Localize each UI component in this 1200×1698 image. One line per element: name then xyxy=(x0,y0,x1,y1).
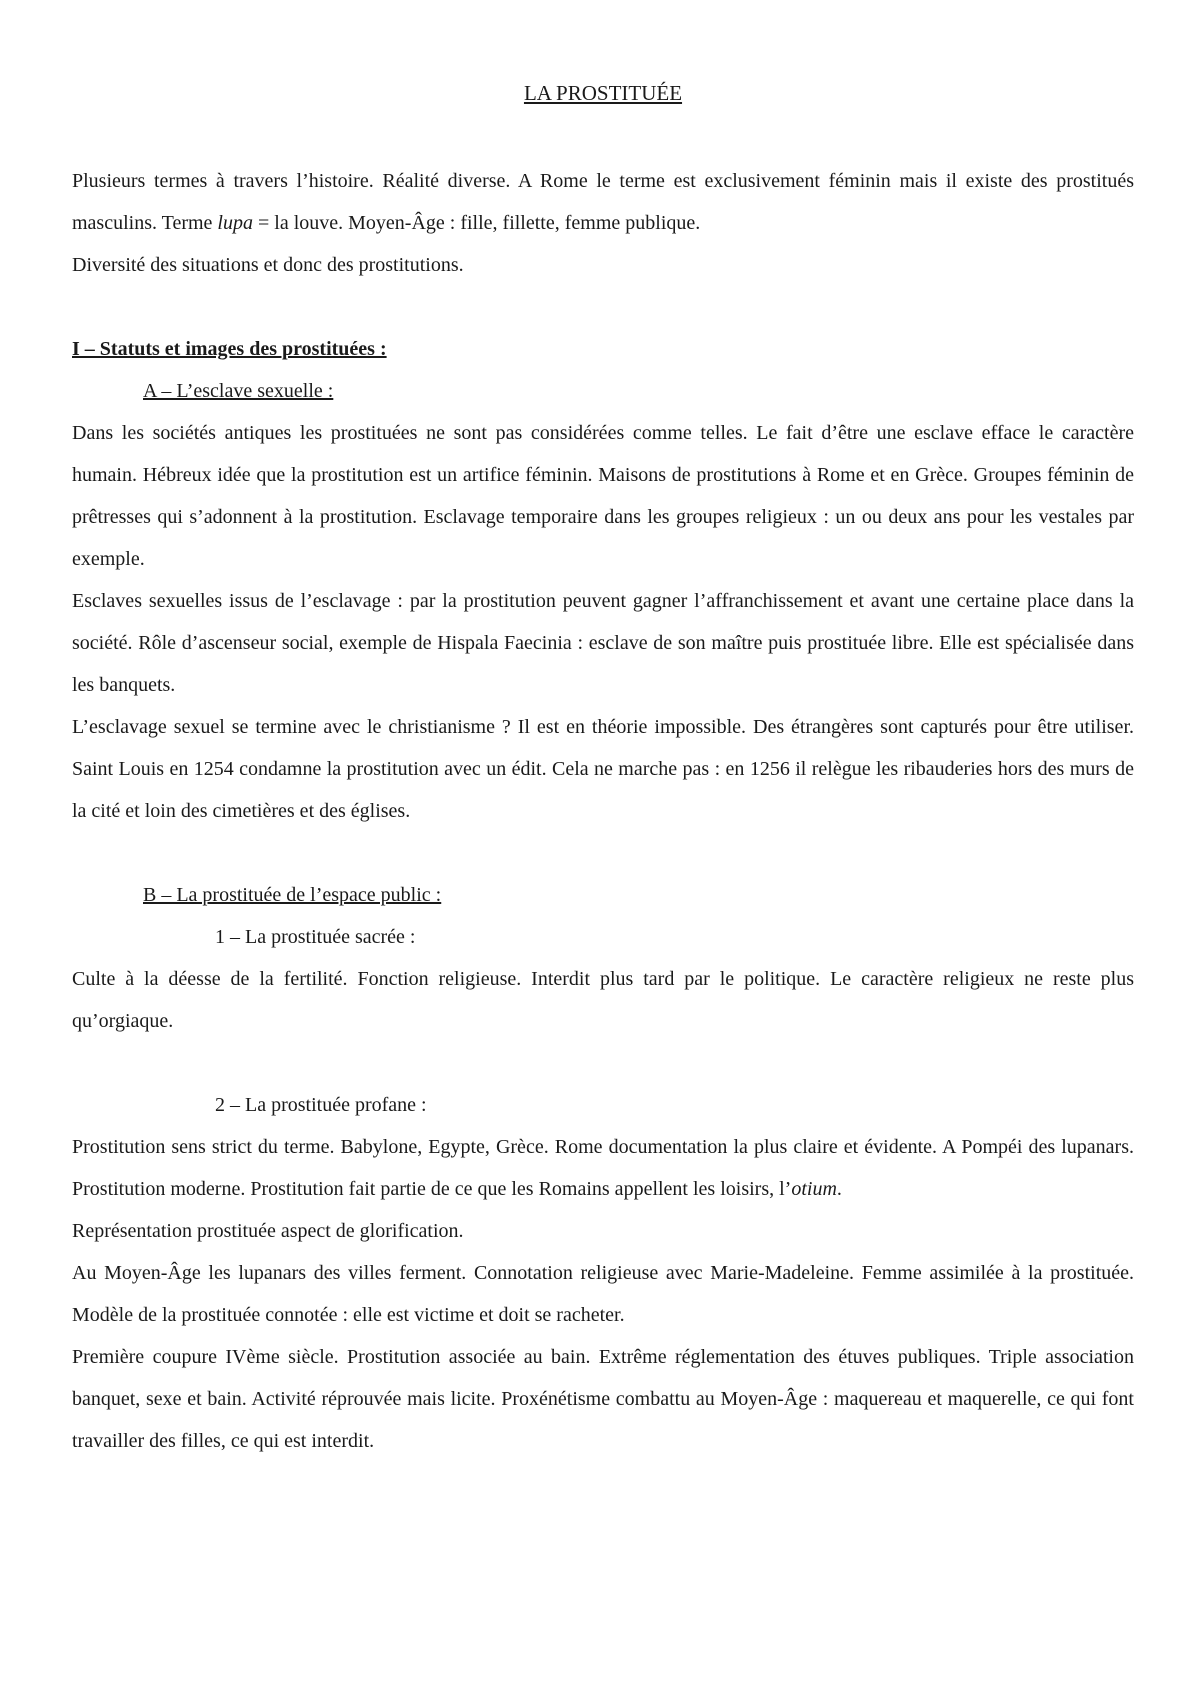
section-1b2-paragraph-4: Première coupure IVème siècle. Prostitution associée au bain. Extrême réglementation des étuves publiques. Triple association banquet, sexe et bain. Activité réprouvée mais licite. Proxénétisme combattu au Moyen-Âge : maquereau et maquerelle, ce qui font travailler des filles, ce qui est interdit. xyxy=(72,1346,1134,1452)
spacer xyxy=(72,286,1134,328)
section-1b1-paragraph-1: Culte à la déesse de la fertilité. Fonction religieuse. Interdit plus tard par le politique. Le caractère religieux ne reste plus qu’orgiaque. xyxy=(72,968,1134,1032)
section-1a-heading: A – L’esclave sexuelle : xyxy=(143,380,334,402)
section-1b2-paragraph-2: Représentation prostituée aspect de glorification. xyxy=(72,1220,464,1242)
spacer xyxy=(72,832,1134,874)
spacer xyxy=(72,1042,1134,1084)
section-1b2-heading: 2 – La prostituée profane : xyxy=(215,1094,427,1116)
intro-paragraph-1: Plusieurs termes à travers l’histoire. Réalité diverse. A Rome le terme est exclusivement féminin mais il existe des prostitués masculins. Terme lupa = la louve. Moyen-Âge : fille, fillette, femme publique. xyxy=(72,170,1134,234)
section-1-heading: I – Statuts et images des prostituées : xyxy=(72,338,387,360)
section-1a-paragraph-3: L’esclavage sexuel se termine avec le christianisme ? Il est en théorie impossible. Des étrangères sont capturés pour être utiliser. Saint Louis en 1254 condamne la prostitution avec un édit. Cela ne marche pas : en 1256 il relègue les ribauderies hors des murs de la cité et loin des cimetières et des églises. xyxy=(72,716,1134,822)
section-1b2-paragraph-3: Au Moyen-Âge les lupanars des villes ferment. Connotation religieuse avec Marie-Madeleine. Femme assimilée à la prostituée. Modèle de la prostituée connotée : elle est victime et doit se racheter. xyxy=(72,1262,1134,1326)
document-page xyxy=(72,72,1134,1462)
section-1b1-heading: 1 – La prostituée sacrée : xyxy=(215,926,416,948)
section-1a-paragraph-1: Dans les sociétés antiques les prostituées ne sont pas considérées comme telles. Le fait d’être une esclave efface le caractère humain. Hébreux idée que la prostitution est un artifice féminin. Maisons de prostitutions à Rome et en Grèce. Groupes féminin de prêtresses qui s’adonnent à la prostitution. Esclavage temporaire dans les groupes religieux : un ou deux ans pour les vestales par exemple. xyxy=(72,422,1134,570)
section-1b2-paragraph-1: Prostitution sens strict du terme. Babylone, Egypte, Grèce. Rome documentation la plus claire et évidente. A Pompéi des lupanars. Prostitution moderne. Prostitution fait partie de ce que les Romains appellent les loisirs, l’otium. xyxy=(72,1136,1134,1200)
section-1b-heading: B – La prostituée de l’espace public : xyxy=(143,884,442,906)
intro-paragraph-2: Diversité des situations et donc des prostitutions. xyxy=(72,254,464,276)
section-1a-paragraph-2: Esclaves sexuelles issus de l’esclavage : par la prostitution peuvent gagner l’affranchissement et avant une certaine place dans la société. Rôle d’ascenseur social, exemple de Hispala Faecinia : esclave de son maître puis prostituée libre. Elle est spécialisée dans les banquets. xyxy=(72,590,1134,696)
document-title: LA PROSTITUÉE xyxy=(523,81,683,105)
